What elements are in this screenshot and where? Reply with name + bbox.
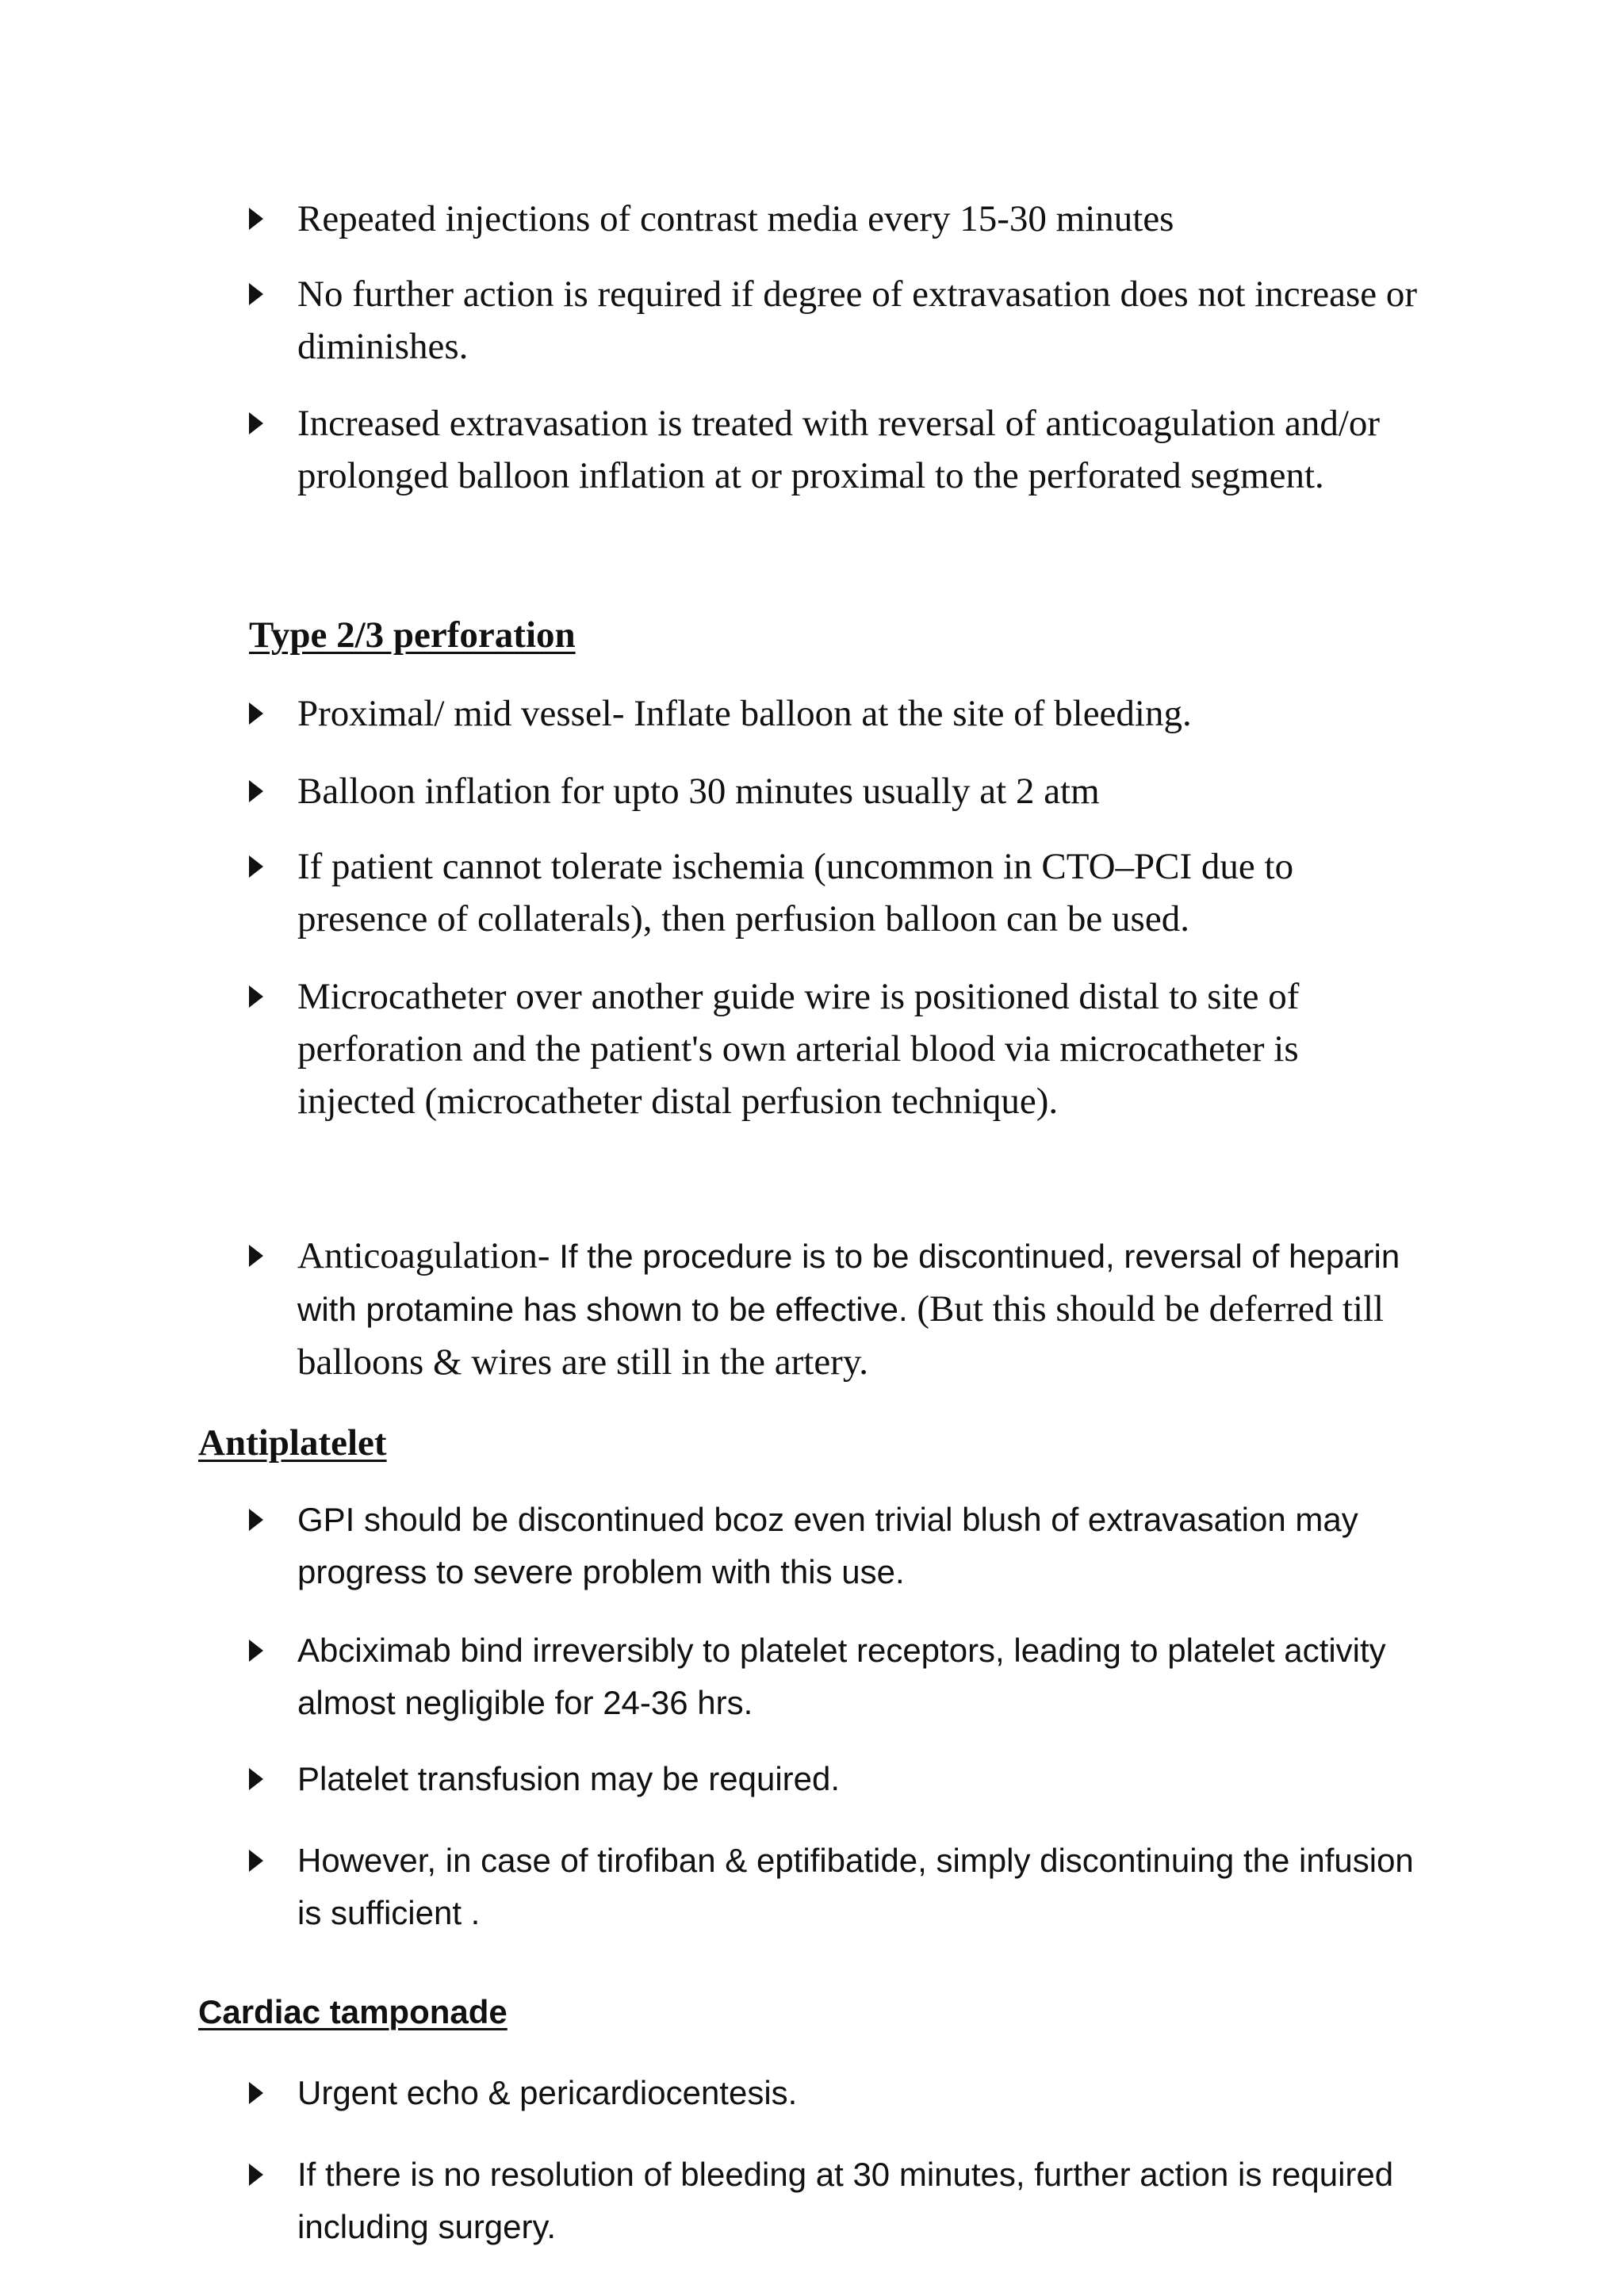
- bullet-icon: [249, 1640, 263, 1662]
- anticoagulation-lead: Anticoagulation-: [297, 1235, 550, 1276]
- bullet-icon: [249, 1768, 263, 1790]
- list-item: Microcatheter over another guide wire is positioned distal to site of perforation and the patient's own arterial blood via microcatheter is injected (microcatheter distal perfusion technique).: [297, 976, 1300, 1122]
- list-item: GPI should be discontinued bcoz even trivial blush of extravasation may progress to severe problem with this use.: [297, 1501, 1358, 1590]
- bullet-icon: [249, 412, 263, 434]
- list-item: However, in case of tirofiban & eptifibatide, simply discontinuing the infusion is sufficient .: [297, 1842, 1414, 1931]
- list-item: Increased extravasation is treated with reversal of anticoagulation and/or prolonged balloon inflation at or proximal to the perforated segment.: [297, 403, 1381, 496]
- section-heading-antiplatelet: Antiplatelet: [198, 1422, 387, 1464]
- list-item: Platelet transfusion may be required.: [297, 1760, 841, 1797]
- bullet-icon: [249, 855, 263, 878]
- list-item: Balloon inflation for upto 30 minutes usually at 2 atm: [297, 771, 1100, 812]
- anticoagulation-sans-text: If the procedure is to be discontinued, reversal of heparin with protamine has shown to be effective.: [297, 1238, 1400, 1328]
- bullet-icon: [249, 2082, 263, 2104]
- bullet-icon: [249, 1509, 263, 1531]
- list-item: Proximal/ mid vessel- Inflate balloon at the site of bleeding.: [297, 693, 1192, 734]
- bullet-icon: [249, 1245, 263, 1267]
- bullet-icon: [249, 702, 263, 725]
- section-heading-tamponade: Cardiac tamponade: [198, 1993, 508, 2030]
- bullet-icon: [249, 985, 263, 1008]
- bullet-icon: [249, 208, 263, 230]
- list-item: No further action is required if degree of extravasation does not increase or diminishes.: [297, 274, 1418, 367]
- anticoagulation-serif-text: (But this should be deferred till balloons & wires are still in the artery.: [297, 1288, 1385, 1383]
- bullet-icon: [249, 2164, 263, 2186]
- bullet-icon: [249, 283, 263, 305]
- list-item: Repeated injections of contrast media every 15-30 minutes: [297, 198, 1174, 239]
- bullet-icon: [249, 780, 263, 802]
- list-item-anticoagulation: [297, 1230, 1423, 1388]
- list-item: Abciximab bind irreversibly to platelet receptors, leading to platelet activity almost negligible for 24-36 hrs.: [297, 1632, 1386, 1721]
- list-item: Urgent echo & pericardiocentesis.: [297, 2074, 798, 2111]
- list-item: If patient cannot tolerate ischemia (uncommon in CTO–PCI due to presence of collaterals), then perfusion balloon can be used.: [297, 846, 1294, 939]
- section-heading-type23: Type 2/3 perforation: [249, 614, 576, 656]
- bullet-icon: [249, 1850, 263, 1872]
- list-item: If there is no resolution of bleeding at 30 minutes, further action is required including surgery.: [297, 2156, 1394, 2245]
